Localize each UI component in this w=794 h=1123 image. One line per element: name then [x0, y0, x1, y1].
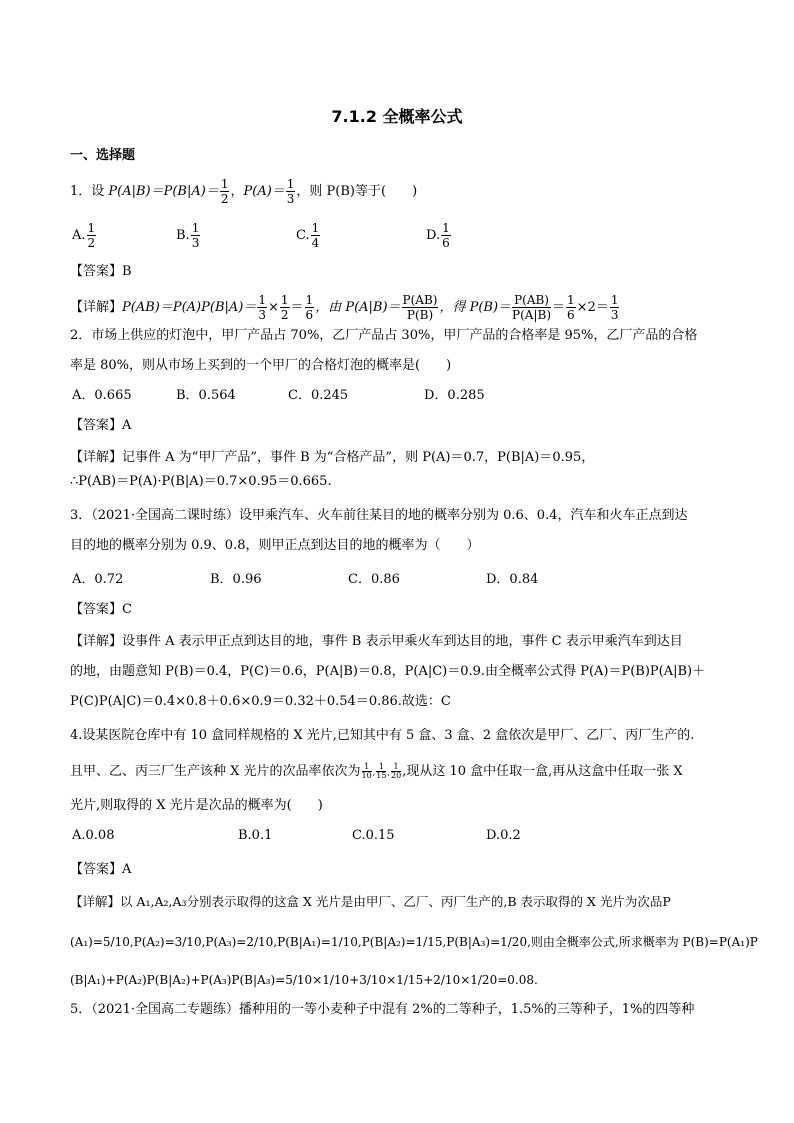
q2-option-c: C．0.245: [288, 388, 349, 403]
q3-detail-line-3: P(C)P(A|C)＝0.4×0.8＋0.6×0.9＝0.32＋0.54＝0.86.故选：C: [70, 694, 451, 709]
question-3-line-1: 3．（2021·全国高二课时练）设甲乘汽车、火车前往某目的地的概率分别为 0.6、0.4，汽车和火车正点到达: [70, 508, 688, 523]
q2-option-a: A．0.665: [72, 388, 132, 403]
question-2-line-1: 2．市场上供应的灯泡中，甲厂产品占 70%，乙厂产品占 30%，甲厂产品的合格率是 95%，乙厂产品的合格: [70, 328, 698, 343]
q4-option-b: B.0.1: [238, 828, 273, 843]
q4-detail-line-3: (B|A₁)+P(A₂)P(B|A₂)+P(A₃)P(B|A₃)=5/10×1/10+3/10×1/15+2/10×1/20=0.08.: [70, 973, 538, 987]
q2-detail-line-1: 【详解】记事件 A 为“甲厂产品”，事件 B 为“合格产品”，则 P(A)＝0.7，P(B|A)＝0.95，: [70, 450, 595, 465]
q1-answer: 【答案】B: [70, 264, 132, 279]
q1-option-c: C. $\frac{1}{4}$: [296, 221, 320, 250]
q1-option-a: A. $\frac{1}{2}$: [72, 221, 96, 250]
q4-answer: 【答案】A: [70, 862, 132, 877]
q1-detail: 【详解】P(AB)＝P(A)P(B|A)＝ $\frac{1}{3}$ × $\frac{1}{2}$ ＝ $\frac{1}{6}$ ，由 P(A|B)＝ $\frac{P(AB)}{P(B)}$ ，得 P(B)＝ $\frac{P(AB)}{P(A|B)}$ ＝ $\frac{1}{6}$ ×2＝ $\frac{1}{3}$: [70, 293, 619, 322]
question-3-line-2: 目的地的概率分别为 0.9、0.8，则甲正点到达目的地的概率为（ ）: [70, 538, 480, 553]
q4-detail-line-1: 【详解】以 A₁,A₂,A₃分别表示取得的这盒 X 光片是由甲厂、乙厂、丙厂生产的,B 表示取得的 X 光片为次品P: [70, 894, 671, 909]
question-4-line-1: 4.设某医院仓库中有 10 盒同样规格的 X 光片,已知其中有 5 盒、3 盒、2 盒依次是甲厂、乙厂、丙厂生产的.: [70, 728, 695, 743]
q1-option-d: D. $\frac{1}{6}$: [426, 221, 450, 250]
q4-option-c: C.0.15: [352, 828, 395, 843]
q3-answer: 【答案】C: [70, 602, 132, 617]
q4-option-d: D.0.2: [486, 828, 521, 843]
page-title: 7.1.2 全概率公式: [331, 107, 463, 126]
q3-option-c: C．0.86: [348, 572, 400, 587]
q2-answer: 【答案】A: [70, 418, 132, 433]
section-heading: 一、选择题: [70, 148, 136, 163]
q4-option-a: A.0.08: [72, 828, 115, 843]
question-4-line-2: 且甲、乙、丙三厂生产该种 X 光片的次品率依次为 $\frac{1}{10}$ , $\frac{1}{15}$ , $\frac{1}{20}$ ,现从这 10 盒中任取一盒,再从这盒中任取一张 X: [70, 762, 683, 780]
question-4-line-3: 光片,则取得的 X 光片是次品的概率为( ): [70, 798, 323, 813]
question-1: 1．设 P(A|B)＝P(B|A)＝ $\frac{1}{2}$ ，P(A)＝ $\frac{1}{3}$ ，则 P(B)等于( ): [70, 177, 418, 206]
q3-detail-line-2: 的地，由题意知 P(B)＝0.4，P(C)＝0.6，P(A|B)＝0.8，P(A|C)＝0.9.由全概率公式得 P(A)＝P(B)P(A|B)＋: [70, 664, 706, 679]
q3-option-b: B．0.96: [210, 572, 262, 587]
q3-detail-line-1: 【详解】设事件 A 表示甲正点到达目的地，事件 B 表示甲乘火车到达目的地，事件 C 表示甲乘汽车到达目: [70, 634, 683, 649]
q4-detail-line-2: (A₁)=5/10,P(A₂)=3/10,P(A₃)=2/10,P(B|A₁)=1/10,P(B|A₂)=1/15,P(B|A₃)=1/20,则由全概率公式,所求概率为 P(B)=P(A₁)P: [70, 935, 758, 949]
q3-option-d: D．0.84: [486, 572, 539, 587]
q3-option-a: A．0.72: [72, 572, 124, 587]
q2-detail-line-2: ∴P(AB)＝P(A)·P(B|A)＝0.7×0.95＝0.665.: [70, 474, 332, 489]
question-5-line-1: 5．（2021·全国高二专题练）播种用的一等小麦种子中混有 2%的二等种子，1.5%的三等种子，1%的四等种: [70, 1002, 695, 1017]
q1-option-b: B. $\frac{1}{3}$: [176, 221, 200, 250]
q2-option-d: D．0.285: [424, 388, 485, 403]
q2-option-b: B．0.564: [176, 388, 236, 403]
question-2-line-2: 率是 80%，则从市场上买到的一个甲厂的合格灯泡的概率是( ): [70, 358, 452, 373]
